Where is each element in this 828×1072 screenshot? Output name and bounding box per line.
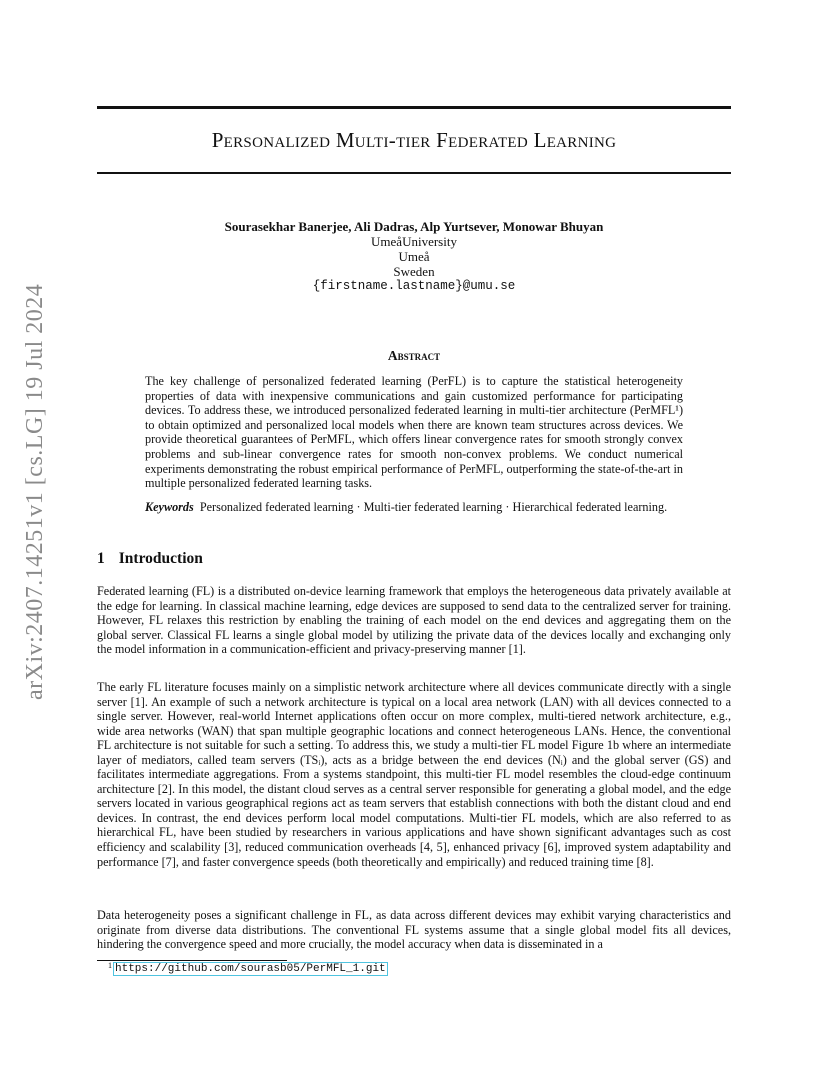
paragraph-1: Federated learning (FL) is a distributed on-device learning framework that employs the heterogeneous data privately available at the edge for learning. In classical machine learning, edge devices are supposed to send data to the centralized server for training. However, FL relaxes this restriction by enabling the training of each model on the end devices and aggregating them on the global server. Classical FL learns a single global model by utilizing the private data of the devices locally and exchanging only the model information in a communication-efficient and privacy-preserving manner [1]. [97,584,731,657]
section-number: 1 [97,550,105,567]
author-block [97,219,731,294]
author-affiliation: UmeåUniversity [371,234,457,249]
keywords [145,500,683,515]
footnote-mark: 1 [108,961,112,970]
footnote [113,963,388,975]
paper-title: Personalized Multi-tier Federated Learning [211,128,617,152]
author-country: Sweden [393,264,435,279]
title-rule-top [97,106,731,109]
arxiv-stamp: arXiv:2407.14251v1 [cs.LG] 19 Jul 2024 [22,283,48,700]
author-city: Umeå [398,249,430,264]
author-names: Sourasekhar Banerjee, Ali Dadras, Alp Yurtsever, Monowar Bhuyan [224,219,604,234]
abstract-heading: Abstract [387,348,441,363]
paragraph-3: Data heterogeneity poses a significant challenge in FL, as data across different devices may exhibit varying characteristics and originate from diverse data distributions. The conventional FL systems assume that a single global model fits all devices, hindering the convergence speed and more crucially, the model accuracy when data is disseminated in a [97,908,731,952]
title-rule-bottom [97,172,731,174]
paragraph-2: The early FL literature focuses mainly on a simplistic network architecture where all devices communicate directly with a single server [1]. An example of such a network architecture is typical on a local area network (LAN) with all devices connected to a single server. However, real-world Internet applications often occur on more complex, multi-tiered network architecture, e.g., wide area networks (WAN) that span multiple geographic locations and connect heterogeneous LANs. Hence, the conventional FL architecture is not suitable for such a setting. To address this, we study a multi-tier FL model Figure 1b where an intermediate layer of mediators, called team servers (TSᵢ), acts as a bridge between the end devices (Nᵢ) and the global server (GS) and facilitates intermediate aggregations. From a systems standpoint, this multi-tier FL model resembles the cloud-edge continuum architecture [2]. In this model, the distant cloud serves as a central server responsible for generating a global model, and the edge servers located in various geographical regions act as team servers that establish connections with both the distant cloud and end devices. In contrast, the end devices perform local model computations. Multi-tier FL models, which are also referred to as hierarchical FL, have been studied by researchers in various applications and have shown significant advantages such as cost efficiency and scalability [3], reduced communication overheads [4, 5], enhanced privacy [6], improved system adaptability and performance [7], and faster convergence speeds (both theoretically and empirically) and reduced training time [8]. [97,680,731,869]
abstract-text: The key challenge of personalized federated learning (PerFL) is to capture the statistical heterogeneity properties of data with inexpensive communications and gain customized performance for participating devices. To address these, we introduced personalized federated learning in multi-tier architecture (PerMFL¹) to obtain optimized and personalized local models when there are known team structures across devices. We provide theoretical guarantees of PerMFL, which offers linear convergence rates for smooth strongly convex problems and sub-linear convergence rates for smooth non-convex problems. We conduct numerical experiments demonstrating the robust empirical performance of PerMFL, outperforming the state-of-the-art in multiple personalized federated learning tasks. [145,374,683,491]
author-email: {firstname.lastname}@umu.se [312,279,516,293]
keywords-text: Personalized federated learning · Multi-tier federated learning · Hierarchical federated learning. [199,500,668,514]
section-heading [97,550,203,568]
footnote-rule [97,960,287,961]
section-title: Introduction [118,550,203,567]
keywords-label: Keywords [145,500,194,514]
footnote-url-link[interactable]: https://github.com/sourasb05/PerMFL_1.git [115,963,386,975]
